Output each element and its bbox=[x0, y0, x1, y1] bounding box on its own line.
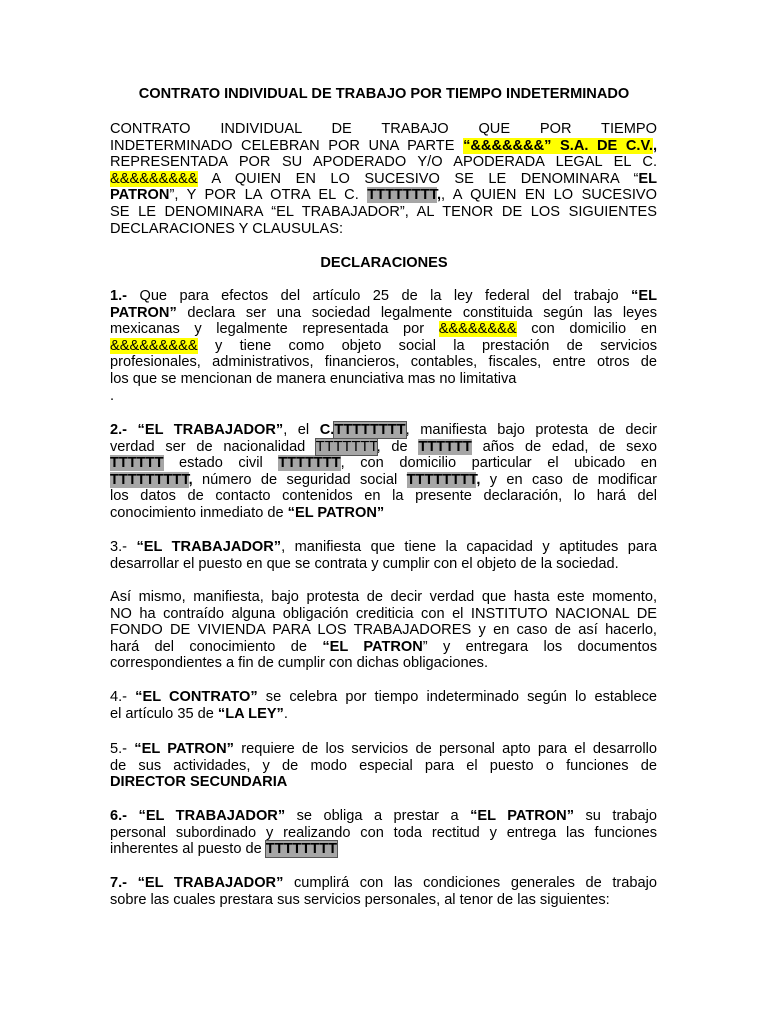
company-name: “&&&&&&&” S.A. DE C.V. bbox=[463, 137, 653, 154]
sex-placeholder: TTTTTT bbox=[110, 455, 164, 472]
intro-paragraph bbox=[110, 121, 657, 237]
age-placeholder: TTTTTT bbox=[418, 438, 472, 455]
text-line: 7.- “EL TRABAJADOR” cumplirá con las condiciones generales de trabajo bbox=[110, 875, 657, 891]
nss-placeholder: TTTTTTTT bbox=[406, 471, 477, 488]
worker-name-placeholder: TTTTTTTT bbox=[334, 422, 406, 438]
worker-placeholder: TTTTTTTT bbox=[367, 187, 437, 204]
declaration-4 bbox=[110, 689, 657, 722]
declaration-6 bbox=[110, 808, 657, 858]
civil-status-placeholder: TTTTTTT bbox=[278, 455, 341, 472]
text-line: PATRON” declara ser una sociedad legalmente constituida según las leyes bbox=[110, 304, 657, 321]
text-line: de sus actividades, y de modo especial para el puesto o funciones de bbox=[110, 757, 657, 774]
text-line: profesionales, administrativos, financieros, contables, fiscales, entre otros de bbox=[110, 354, 657, 371]
representative-placeholder: &&&&&&&& bbox=[438, 321, 517, 338]
text-line: &&&&&&&&& y tiene como objeto social la prestación de servicios bbox=[110, 337, 657, 354]
document-title: CONTRATO INDIVIDUAL DE TRABAJO POR TIEMPO INDETERMINADO bbox=[138, 86, 630, 102]
job-title: DIRECTOR SECUNDARIA bbox=[110, 774, 288, 791]
text-line: mexicanas y legalmente representada por &&&&&&&& con domicilio en bbox=[110, 321, 657, 338]
text-line: PATRON”, Y POR LA OTRA EL C. TTTTTTTT,, A QUIEN EN LO SUCESIVO bbox=[110, 187, 657, 204]
text-line: DECLARACIONES Y CLAUSULAS: bbox=[110, 220, 344, 237]
text-line: . bbox=[110, 387, 115, 404]
text-line: TTTTTT estado civil TTTTTTT, con domicilio particular el ubicado en bbox=[110, 455, 657, 472]
text-line: los datos de contacto contenidos en la presente declaración, lo hará del bbox=[110, 488, 657, 505]
declaraciones-heading: DECLARACIONES bbox=[320, 255, 448, 271]
address-placeholder: TTTTTTTTT bbox=[110, 471, 189, 488]
text-line: 2.- “EL TRABAJADOR”, el C.TTTTTTTT, manifiesta bajo protesta de decir bbox=[110, 422, 657, 438]
declaration-2 bbox=[110, 422, 657, 522]
text-line: inherentes al puesto de TTTTTTTT bbox=[110, 841, 338, 858]
text-line: INDETERMINADO CELEBRAN POR UNA PARTE “&&&&&&&” S.A. DE C.V., bbox=[110, 137, 658, 154]
text-line: TTTTTTTTT, número de seguridad social TTTTTTTT, y en caso de modificar bbox=[110, 471, 657, 488]
text-line: FONDO DE VIVIENDA PARA LOS TRABAJADORES y en caso de así hacerlo, bbox=[110, 622, 657, 639]
text-line: personal subordinado y realizando con toda rectitud y entrega las funciones bbox=[110, 824, 657, 841]
declaration-3 bbox=[110, 539, 657, 572]
text-line: NO ha contraído alguna obligación crediticia con el INSTITUTO NACIONAL DE bbox=[110, 605, 657, 622]
text-line: el artículo 35 de “LA LEY”. bbox=[110, 705, 288, 722]
text-line: sobre las cuales prestara sus servicios personales, al tenor de las siguientes: bbox=[110, 891, 610, 908]
text-line: 6.- “EL TRABAJADOR” se obliga a prestar a “EL PATRON” su trabajo bbox=[110, 808, 658, 824]
declaration-7 bbox=[110, 875, 657, 908]
text-line: los que se mencionan de manera enunciativa mas no limitativa bbox=[110, 370, 517, 387]
declaration-1 bbox=[110, 288, 657, 404]
text-line: REPRESENTADA POR SU APODERADO Y/O APODERADA LEGAL EL C. bbox=[110, 154, 657, 171]
declaration-5 bbox=[110, 741, 657, 791]
address-placeholder: &&&&&&&&& bbox=[110, 337, 198, 354]
text-line: 3.- “EL TRABAJADOR”, manifiesta que tiene la capacidad y aptitudes para bbox=[110, 539, 657, 555]
text-line: 4.- “EL CONTRATO” se celebra por tiempo indeterminado según lo establece bbox=[110, 689, 657, 705]
text-line: conocimiento inmediato de “EL PATRON” bbox=[110, 504, 385, 521]
position-placeholder: TTTTTTTT bbox=[265, 841, 338, 858]
text-line: 1.- Que para efectos del artículo 25 de la ley federal del trabajo “EL bbox=[110, 288, 657, 304]
text-line: desarrollar el puesto en que se contrata y cumplir con el objeto de la sociedad. bbox=[110, 555, 619, 572]
text-line: SE LE DENOMINARA “EL TRABAJADOR”, AL TENOR DE LOS SIGUIENTES bbox=[110, 203, 657, 220]
text-line: &&&&&&&&& A QUIEN EN LO SUCESIVO SE LE DENOMINARA “EL bbox=[110, 170, 657, 187]
representative-placeholder: &&&&&&&&& bbox=[110, 170, 198, 187]
nationality-placeholder: TTTTTTT bbox=[315, 438, 377, 455]
text-line: 5.- “EL PATRON” requiere de los servicios de personal apto para el desarrollo bbox=[110, 741, 657, 757]
text-line: hará del conocimiento de “EL PATRON” y entregara los documentos bbox=[110, 638, 657, 655]
text-line: Así mismo, manifiesta, bajo protesta de decir verdad que hasta este momento, bbox=[110, 589, 657, 605]
declaration-3-continued bbox=[110, 589, 657, 672]
text-line: verdad ser de nacionalidad TTTTTTT, de TTTTTT años de edad, de sexo bbox=[110, 438, 657, 455]
text-line: CONTRATO INDIVIDUAL DE TRABAJO QUE POR TIEMPO bbox=[110, 121, 657, 137]
text-line: correspondientes a fin de cumplir con dichas obligaciones. bbox=[110, 655, 489, 672]
